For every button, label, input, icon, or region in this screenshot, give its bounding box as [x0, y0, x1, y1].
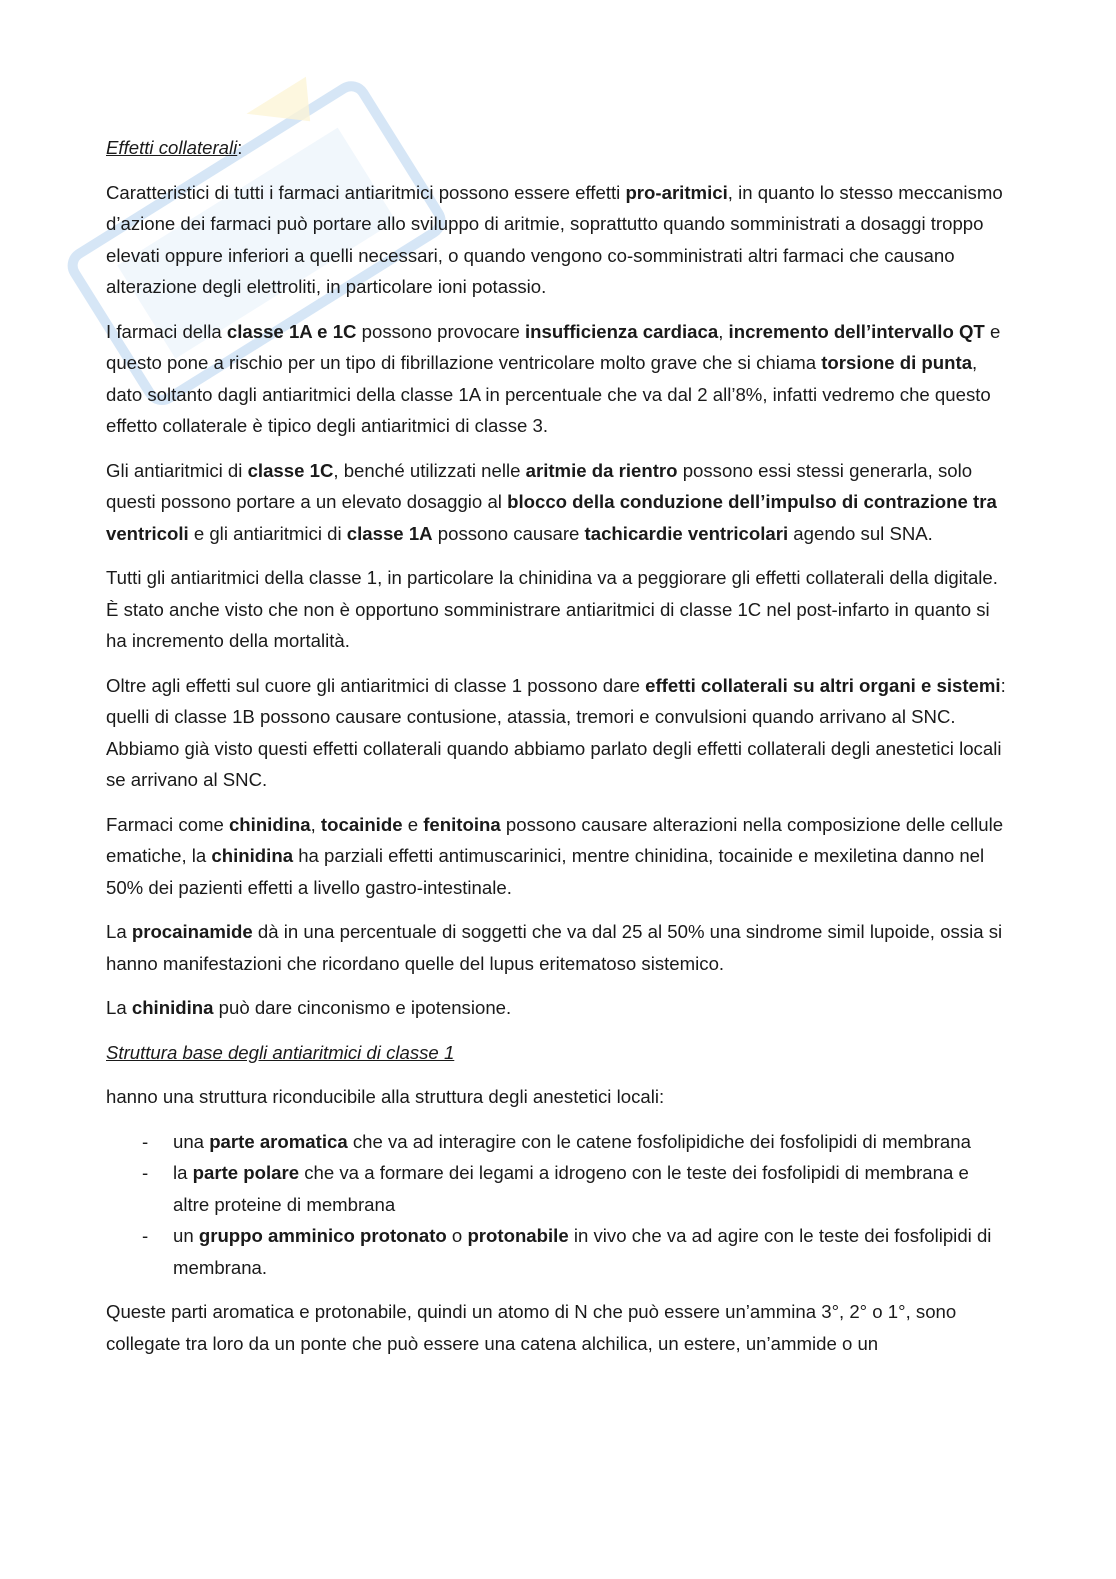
list-item: - la parte polare che va a formare dei legami a idrogeno con le teste dei fosfolipidi di membrana e altre proteine di membrana [106, 1157, 1006, 1220]
paragraph-classe-1a-1c: I farmaci della classe 1A e 1C possono provocare insufficienza cardiaca, incremento dell’intervallo QT e questo pone a rischio per un tipo di fibrillazione ventricolare molto grave che si chiama torsione di punta, dato soltanto dagli antiaritmici della classe 1A in percentuale che va dal 2 all’8%, infatti vedremo che questo effetto collaterale è tipico degli antiaritmici di classe 3. [106, 320, 1001, 436]
paragraph-altri-organi: Oltre agli effetti sul cuore gli antiaritmici di classe 1 possono dare effetti collaterali su altri organi e sistemi: quelli di classe 1B possono causare contusione, atassia, tremori e convulsioni quando arrivano al SNC. Abbiamo già visto questi effetti collaterali quando abbiamo parlato degli effetti collaterali degli anestetici locali se arrivano al SNC. [106, 674, 1006, 790]
paragraph-pro-aritmici: Caratteristici di tutti i farmaci antiaritmici possono essere effetti pro-aritmici, in quanto lo stesso meccanismo d’azione dei farmaci può portare allo sviluppo di aritmie, soprattutto quando somministrati a dosaggi troppo elevati oppure inferiori a quelli necessari, o quando vengono co-somministrati altri farmaci che causano alterazione degli elettroliti, in particolare ioni potassio. [106, 181, 1003, 297]
section-heading-struttura: Struttura base degli antiaritmici di classe 1 [106, 1041, 455, 1063]
paragraph-classe-1-digitale: Tutti gli antiaritmici della classe 1, in particolare la chinidina va a peggiorare gli effetti collaterali della digitale. È stato anche visto che non è opportuno somministrare antiaritmici di classe 1C nel post-infarto in quanto si ha incremento della mortalità. [106, 567, 998, 651]
structure-list [106, 1126, 1006, 1284]
paragraph-classe-1c: Gli antiaritmici di classe 1C, benché utilizzati nelle aritmie da rientro possono essi stessi generarla, solo questi possono portare a un elevato dosaggio al blocco della conduzione dell’impulso di contrazione tra ventricoli e gli antiaritmici di classe 1A possono causare tachicardie ventricolari agendo sul SNA. [106, 459, 997, 544]
paragraph-procainamide: La procainamide dà in una percentuale di soggetti che va dal 25 al 50% una sindrome simil lupoide, ossia si hanno manifestazioni che ricordano quelle del lupus eritematoso sistemico. [106, 921, 1003, 974]
list-item: - una parte aromatica che va ad interagire con le catene fosfolipidiche dei fosfolipidi di membrana [106, 1126, 1006, 1158]
document-page [106, 132, 1006, 1372]
list-item: - un gruppo amminico protonato o protonabile in vivo che va ad agire con le teste dei fosfolipidi di membrana. [106, 1220, 1006, 1283]
paragraph-parti-collegate: Queste parti aromatica e protonabile, quindi un atomo di N che può essere un’ammina 3°, 2° o 1°, sono collegate tra loro da un ponte che può essere una catena alchilica, un estere, un’ammide o un [106, 1301, 957, 1354]
paragraph-struttura-intro: hanno una struttura riconducibile alla struttura degli anestetici locali: [106, 1086, 665, 1107]
section-heading-effetti: Effetti collaterali: [106, 137, 243, 158]
paragraph-chinidina-cinconismo: La chinidina può dare cinconismo e ipotensione. [106, 997, 512, 1018]
paragraph-chinidina-tocainide: Farmaci come chinidina, tocainide e fenitoina possono causare alterazioni nella composizione delle cellule ematiche, la chinidina ha parziali effetti antimuscarinici, mentre chinidina, tocainide e mexiletina danno nel 50% dei pazienti effetti a livello gastro-intestinale. [106, 813, 1004, 898]
